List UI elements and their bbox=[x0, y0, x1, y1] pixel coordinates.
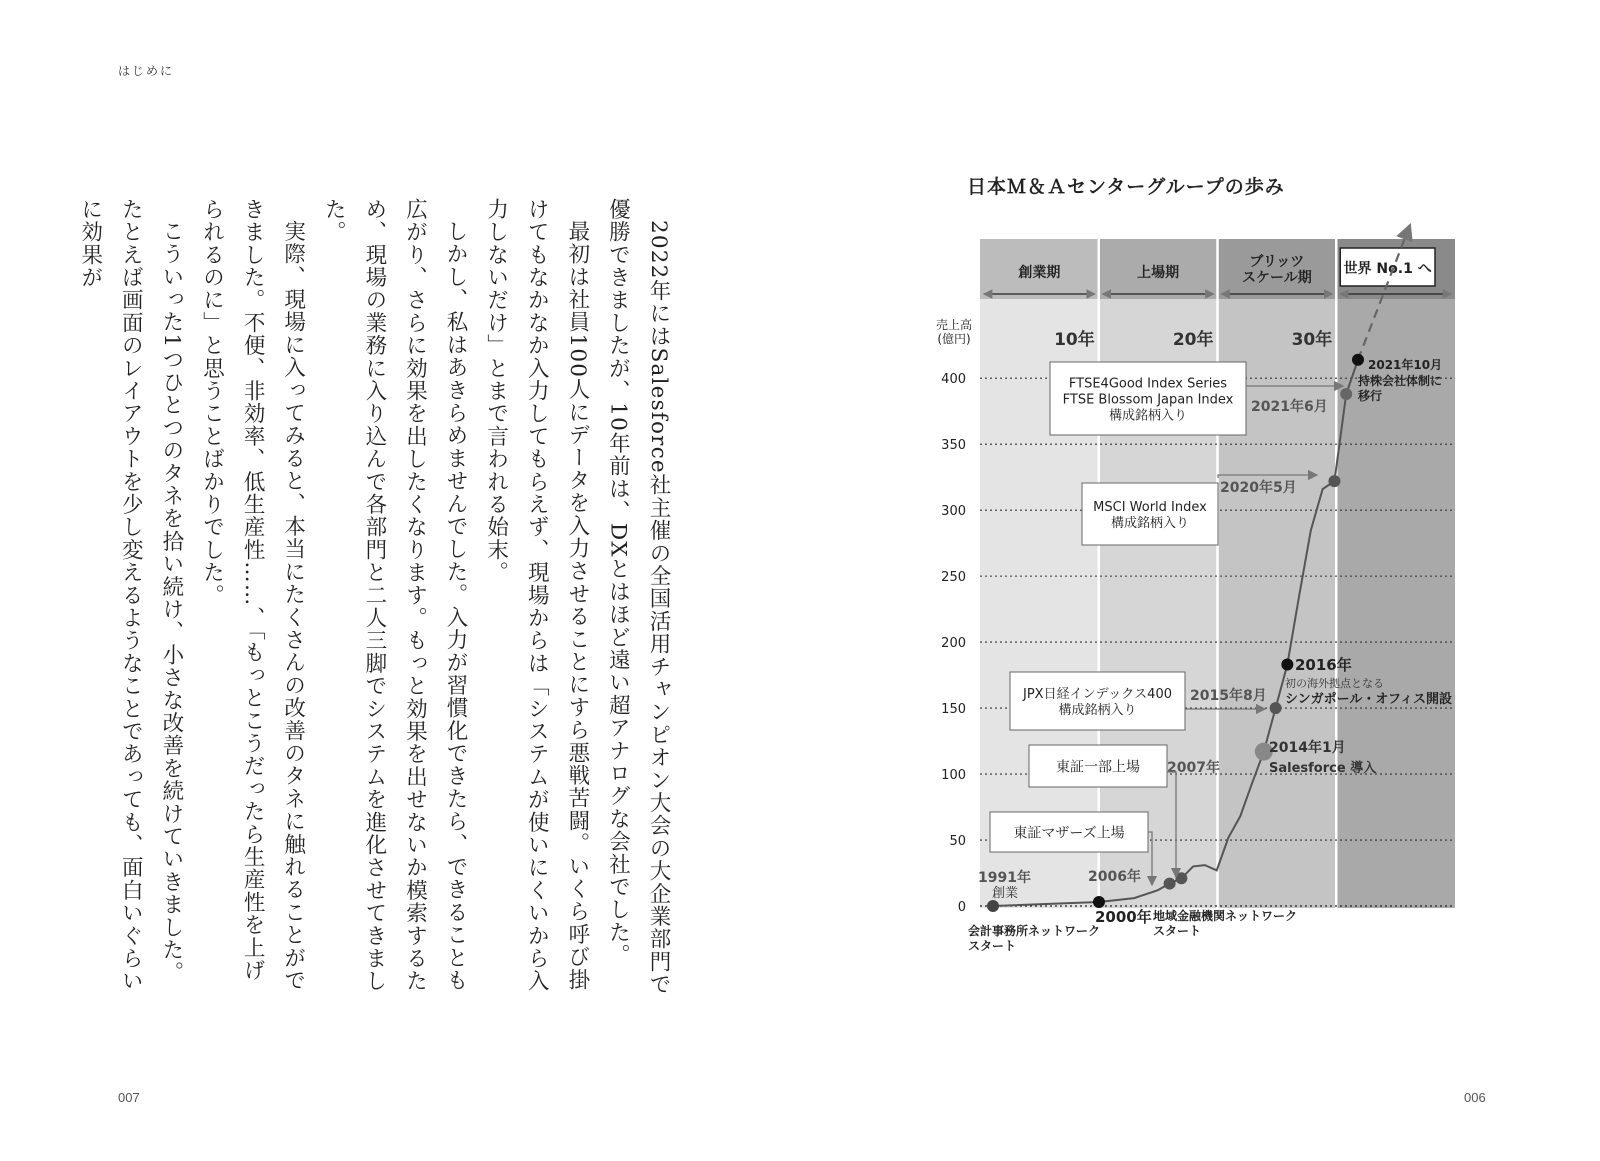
event-desc: FTSE4Good Index Series bbox=[1068, 376, 1228, 392]
event-desc: 会計事務所ネットワーク bbox=[968, 924, 1101, 938]
phase-band bbox=[1336, 239, 1455, 908]
company-history-chart bbox=[935, 225, 1500, 1005]
body-paragraph: 2022年にはSalesforce社主催の全国活用チャンピオン大会の大企業部門で優勝できましたが、10年前は、DXとはほど遠い超アナログな会社でした。 bbox=[605, 198, 671, 996]
phase-label: 上場期 bbox=[1137, 265, 1180, 281]
event-year-label: 2014年1月 bbox=[1269, 740, 1346, 756]
event-year-label: 2021年10月 bbox=[1368, 358, 1443, 372]
event-desc: 移行 bbox=[1358, 389, 1383, 403]
y-axis-label: 売上高 bbox=[935, 318, 973, 332]
event-year-label: 1991年 bbox=[978, 870, 1031, 886]
event-dot bbox=[1270, 702, 1282, 714]
event-desc: シンガポール・オフィス開設 bbox=[1285, 692, 1452, 707]
decade-marker: 30年 bbox=[1291, 330, 1333, 350]
phase-label: 創業期 bbox=[1018, 265, 1061, 281]
event-desc: 構成銘柄入り bbox=[1110, 515, 1190, 531]
event-year-label: 2000年 bbox=[1095, 908, 1152, 926]
event-dot bbox=[1352, 354, 1364, 366]
y-tick-label: 0 bbox=[957, 900, 966, 915]
event-desc: スタート bbox=[968, 939, 1017, 953]
body-paragraph: しかし、私はあきらめませんでした。入力が習慣化できたら、できることも広がり、さらに効果を出したくなります。もっと効果を出せないか模索するため、現場の業務に入り込んで各部門と二人三脚でシステムを進化させてきました。 bbox=[321, 198, 469, 993]
y-tick-label: 400 bbox=[941, 372, 966, 388]
phase-label: 世界 No.1 へ bbox=[1343, 261, 1432, 277]
event-year-label: 2015年8月 bbox=[1190, 688, 1267, 704]
event-desc: Salesforce 導入 bbox=[1269, 761, 1377, 776]
event-dot bbox=[1175, 872, 1187, 884]
event-year-label: 2007年 bbox=[1167, 760, 1220, 776]
page-number-right: 006 bbox=[1464, 1090, 1486, 1105]
event-dot bbox=[1281, 659, 1293, 671]
event-desc: 東証マザーズ上場 bbox=[1013, 825, 1125, 842]
body-paragraph: 最初は社員100人にデータを入力させることにすら悪戦苦闘。いくら呼び掛けてもなかなか入力してもらえず、現場からは「システムが使いにくいから入力しないだけ」とまで言われる始末。 bbox=[483, 198, 590, 993]
event-year-label: 2020年5月 bbox=[1220, 480, 1297, 496]
body-paragraph: こういった1つひとつのタネを拾い続け、小さな改善を続けていきました。たとえば画面のレイアウトを少し変えるようなことであっても、面白いぐらいに効果が bbox=[77, 198, 184, 993]
event-desc: 構成銘柄入り bbox=[1058, 702, 1137, 718]
y-tick-label: 50 bbox=[949, 834, 966, 850]
event-desc: 地域金融機関ネットワーク bbox=[1153, 909, 1298, 923]
y-tick-label: 200 bbox=[941, 636, 966, 652]
event-desc: MSCI World Index bbox=[1093, 499, 1207, 515]
event-dot bbox=[1328, 475, 1340, 487]
chart-title: 日本Ｍ＆Ａセンターグループの歩み bbox=[967, 176, 1285, 198]
y-axis-label: (億円) bbox=[937, 332, 971, 346]
phase-label: スケール期 bbox=[1242, 270, 1312, 286]
body-paragraph: 実際、現場に入ってみると、本当にたくさんの改善のタネに触れることができました。不便、非効率、低生産性……、「もっとこうだったら生産性を上げられるのに」と思うことばかりでした。 bbox=[199, 198, 306, 992]
page-number-left: 007 bbox=[118, 1090, 140, 1105]
y-tick-label: 350 bbox=[941, 438, 966, 454]
event-desc: スタート bbox=[1153, 924, 1202, 938]
decade-marker: 10年 bbox=[1054, 330, 1095, 350]
event-desc: 構成銘柄入り bbox=[1108, 408, 1188, 424]
event-dot bbox=[1340, 388, 1352, 400]
event-desc: 初の海外拠点となる bbox=[1285, 677, 1384, 690]
decade-marker: 20年 bbox=[1172, 330, 1214, 350]
event-dot bbox=[1164, 878, 1176, 890]
event-desc: FTSE Blossom Japan Index bbox=[1062, 392, 1234, 408]
event-year-label: 2021年6月 bbox=[1251, 399, 1328, 415]
event-desc: JPX日経インデックス400 bbox=[1022, 686, 1173, 702]
event-year-label: 2016年 bbox=[1295, 656, 1352, 674]
event-dot bbox=[987, 900, 999, 912]
event-desc: 創業 bbox=[992, 886, 1019, 901]
y-tick-label: 150 bbox=[941, 702, 966, 718]
body-text bbox=[77, 198, 678, 998]
running-head: はじめに bbox=[118, 64, 175, 78]
event-desc: 持株会社体制に bbox=[1358, 374, 1443, 388]
event-desc: 東証一部上場 bbox=[1056, 759, 1140, 776]
event-dot bbox=[1093, 896, 1105, 908]
y-tick-label: 250 bbox=[941, 570, 966, 586]
y-tick-label: 100 bbox=[941, 768, 966, 784]
phase-label: ブリッツ bbox=[1249, 254, 1305, 270]
y-tick-label: 300 bbox=[941, 504, 966, 520]
event-year-label: 2006年 bbox=[1088, 869, 1141, 885]
